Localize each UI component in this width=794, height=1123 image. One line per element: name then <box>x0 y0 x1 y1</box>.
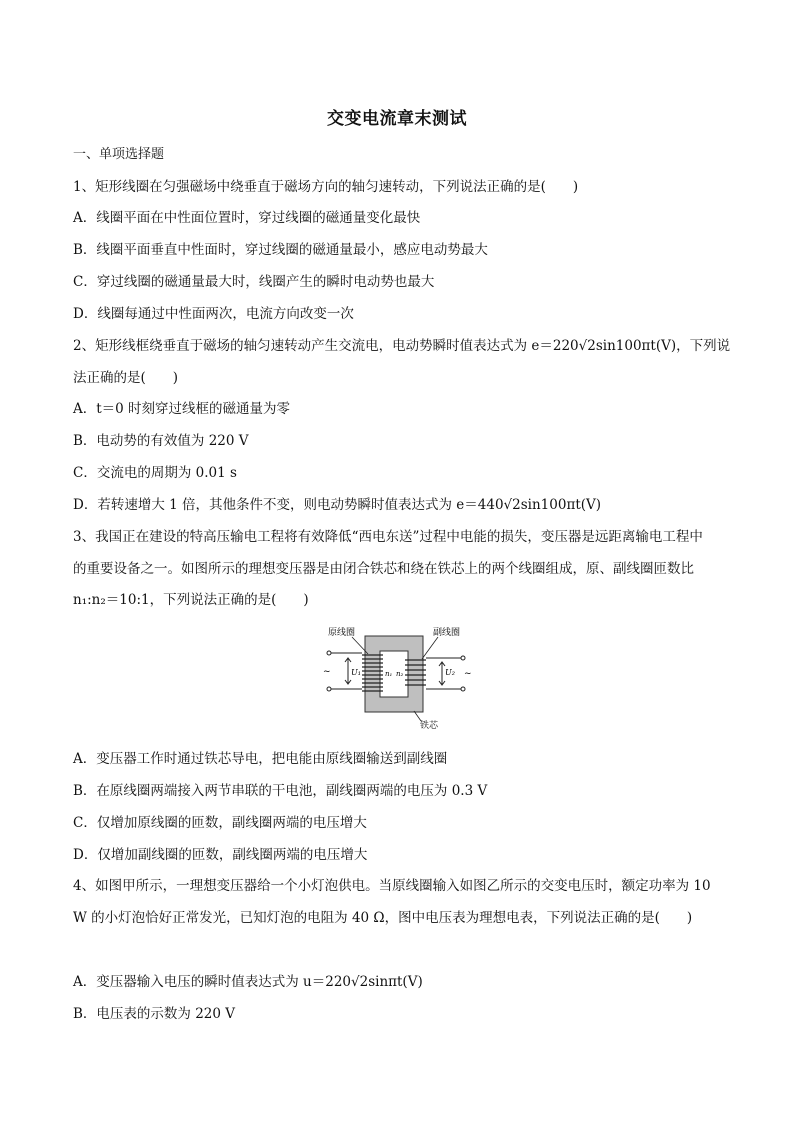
question-1-option-b: B．线圈平面垂直中性面时，穿过线圈的磁通量最小，感应电动势最大 <box>73 242 488 258</box>
question-3-stem-line-2: 的重要设备之一。如图所示的理想变压器是由闭合铁芯和绕在铁芯上的两个线圈组成，原、副线圈匝数比 <box>73 561 694 577</box>
question-2-stem-line-1: 2、矩形线框绕垂直于磁场的轴匀速转动产生交流电，电动势瞬时值表达式为 e＝220√2sin100πt(V)，下列说 <box>73 338 731 354</box>
section-heading: 一、单项选择题 <box>73 147 165 162</box>
question-4-stem-line-2: W 的小灯泡恰好正常发光，已知灯泡的电阻为 40 Ω，图中电压表为理想电表，下列说法正确的是( ) <box>73 910 693 926</box>
question-4-option-a: A．变压器输入电压的瞬时值表达式为 u＝220√2sinπt(V) <box>73 974 423 990</box>
question-1-option-c: C．穿过线圈的磁通量最大时，线圈产生的瞬时电动势也最大 <box>73 274 435 290</box>
u1-label: U₁ <box>351 668 361 677</box>
secondary-coil-label: 副线圈 <box>433 628 461 638</box>
u2-label: U₂ <box>445 668 455 677</box>
secondary-ac-symbol: ~ <box>464 669 472 679</box>
question-1-stem: 1、矩形线圈在匀强磁场中绕垂直于磁场方向的轴匀速转动，下列说法正确的是( ) <box>73 179 579 195</box>
page-title: 交变电流章末测试 <box>327 109 467 129</box>
question-2-option-d: D．若转速增大 1 倍，其他条件不变，则电动势瞬时值表达式为 e＝440√2sin100πt(V) <box>73 497 602 513</box>
core-label: 铁芯 <box>420 721 439 730</box>
question-4-option-b: B．电压表的示数为 220 V <box>73 1006 236 1022</box>
question-2-option-b: B．电动势的有效值为 220 V <box>73 433 249 449</box>
transformer-figure <box>318 622 478 730</box>
question-3-option-c: C．仅增加原线圈的匝数，副线圈两端的电压增大 <box>73 815 367 831</box>
question-2-stem-line-2: 法正确的是( ) <box>73 370 179 386</box>
question-3-option-b: B．在原线圈两端接入两节串联的干电池，副线圈两端的电压为 0.3 V <box>73 783 488 799</box>
question-1-option-a: A．线圈平面在中性面位置时，穿过线圈的磁通量变化最快 <box>73 210 421 226</box>
question-2-option-a: A．t＝0 时刻穿过线框的磁通量为零 <box>73 401 291 417</box>
primary-coil-label: 原线圈 <box>328 628 356 638</box>
question-1-option-d: D．线圈每通过中性面两次，电流方向改变一次 <box>73 306 354 322</box>
primary-ac-symbol: ~ <box>323 667 331 677</box>
question-3-option-d: D．仅增加副线圈的匝数，副线圈两端的电压增大 <box>73 847 368 863</box>
n2-label: n₂ <box>396 670 404 678</box>
question-3-stem-line-1: 3、我国正在建设的特高压输电工程将有效降低“西电东送”过程中电能的损失，变压器是远距离输电工程中 <box>73 529 703 545</box>
n1-label: n₁ <box>385 670 393 678</box>
question-4-stem-line-1: 4、如图甲所示，一理想变压器给一个小灯泡供电。当原线圈输入如图乙所示的交变电压时，额定功率为 10 <box>73 878 711 894</box>
question-3-stem-line-3: n₁:n₂＝10:1，下列说法正确的是( ) <box>73 592 309 608</box>
question-2-option-c: C．交流电的周期为 0.01 s <box>73 465 237 481</box>
question-3-option-a: A．变压器工作时通过铁芯导电，把电能由原线圈输送到副线圈 <box>73 751 448 767</box>
